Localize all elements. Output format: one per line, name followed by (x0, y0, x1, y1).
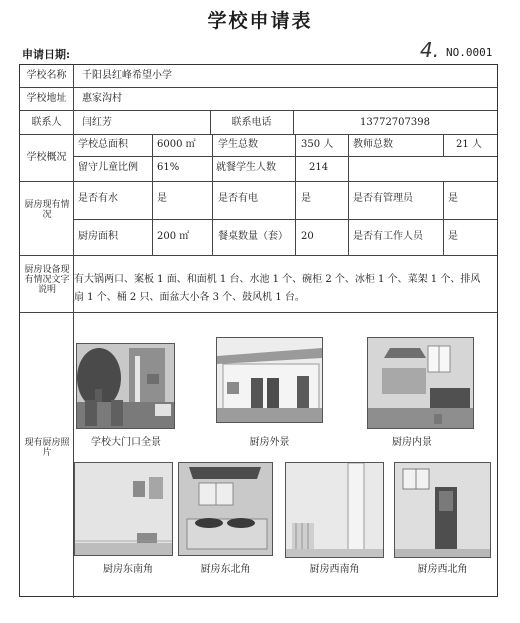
kitchen-exterior-photo (216, 337, 323, 423)
phone-value: 13772707398 (360, 117, 430, 128)
school-address-value: 惠家沟村 (82, 93, 122, 104)
dining-students-label: 就餐学生人数 (216, 162, 276, 173)
water-value: 是 (157, 193, 167, 204)
manager-label: 是否有管理员 (353, 193, 413, 204)
form-number: NO.0001 (446, 46, 493, 59)
photos-label: 现有厨房照片 (24, 438, 70, 458)
left-behind-value: 61% (157, 162, 180, 173)
application-form (19, 64, 498, 597)
page-title: 学校申请表 (207, 10, 313, 32)
total-area-value: 6000 ㎡ (157, 139, 196, 150)
photo-caption: 厨房东北角 (200, 564, 251, 575)
staff-value: 是 (448, 231, 458, 242)
kitchen-area-value: 200 ㎡ (157, 231, 190, 242)
staff-label: 是否有工作人员 (353, 231, 423, 242)
power-label: 是否有电 (218, 193, 258, 204)
tables-label: 餐桌数量（套） (218, 231, 288, 242)
total-area-label: 学校总面积 (78, 139, 128, 150)
manager-value: 是 (448, 193, 458, 204)
kitchen-area-label: 厨房面积 (78, 231, 118, 242)
overview-label: 学校概况 (26, 152, 67, 163)
equipment-label: 厨房设备现有情况文字说明 (24, 265, 70, 295)
date-label: 申请日期: (22, 48, 71, 61)
photo-caption: 学校大门口全景 (91, 437, 161, 448)
photo-caption: 厨房西南角 (309, 564, 360, 575)
school-name-value: 千阳县红峰希望小学 (82, 70, 172, 81)
photo-caption: 厨房内景 (392, 437, 432, 448)
kitchen-status-label: 厨房现有情况 (24, 200, 70, 220)
photo-caption: 厨房西北角 (417, 564, 468, 575)
contact-value: 闫红芳 (82, 117, 112, 128)
kitchen-southeast-photo (74, 462, 173, 556)
school-gate-photo (76, 343, 175, 429)
students-value: 350 人 (301, 139, 334, 150)
dining-students-value: 214 (309, 162, 329, 173)
teachers-value: 21 人 (456, 139, 482, 150)
school-name-label: 学校名称 (26, 70, 67, 81)
photo-caption: 厨房外景 (249, 437, 290, 448)
students-label: 学生总数 (218, 139, 258, 150)
school-address-label: 学校地址 (26, 93, 67, 104)
teachers-label: 教师总数 (353, 139, 393, 150)
handwritten-mark: 4. (420, 38, 440, 62)
photo-caption: 厨房东南角 (103, 564, 153, 575)
left-behind-label: 留守儿童比例 (78, 162, 138, 173)
kitchen-southwest-photo (285, 462, 384, 558)
power-value: 是 (301, 193, 311, 204)
kitchen-northwest-photo (394, 462, 491, 558)
tables-value: 20 (301, 231, 314, 242)
kitchen-interior-photo (367, 337, 474, 429)
contact-label: 联系人 (31, 117, 62, 128)
phone-label: 联系电话 (231, 117, 272, 128)
water-label: 是否有水 (78, 193, 118, 204)
kitchen-northeast-photo (178, 462, 273, 556)
equipment-description: 有大锅两口、案板 1 面、和面机 1 台、水池 1 个、碗柜 2 个、冰柜 1 个、菜架 1 个、排风扇 1 个、桶 2 只、面盆大小各 3 个、鼓风机 1 台。 (74, 274, 481, 303)
